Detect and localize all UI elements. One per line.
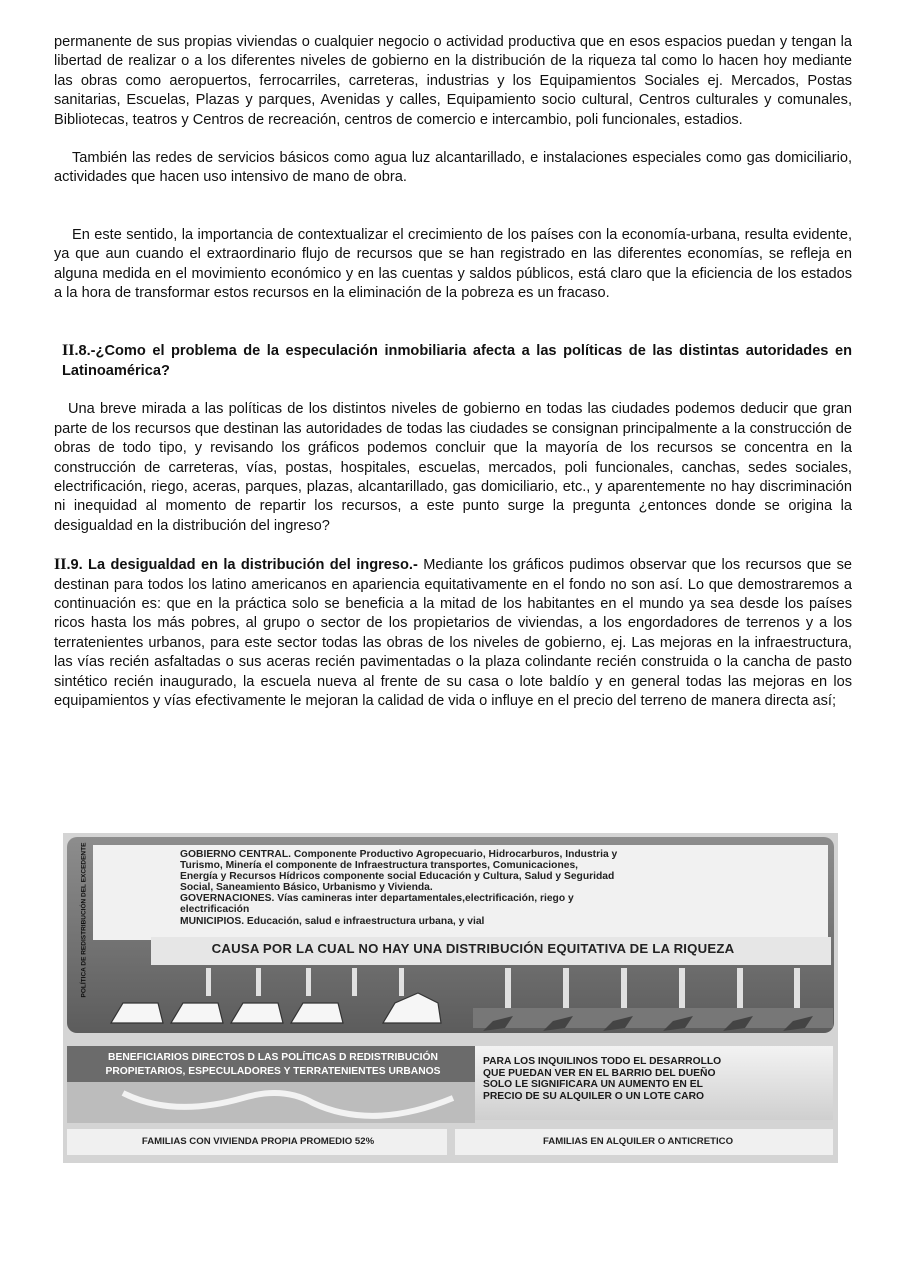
gov-line: Energía y Recursos Hídricos componente social Educación y Cultura, Salud y Seguridad <box>180 871 615 883</box>
gov-line: Turismo, Minería el componente de Infraestructura transportes, Comunicaciones, <box>180 860 579 872</box>
vertical-policy-text: POLÍTICA DE REDISTRIBUCIÓN DEL EXCEDENTE <box>80 842 88 998</box>
paragraph-4: Una breve mirada a las políticas de los distintos niveles de gobierno en todas las ciudades podemos deducir que gran parte de los recursos que destinan las autoridades de todas las ciudades se consignan principalmente a la construcción de obras de todo tipo, y revisando los gráficos podemos concluir que la mayoría de los recursos se concentra en la construcción de carreteras, vías, postas, hospitales, escuelas, mercados, poli funcionales, canchas, sedes sociales, electrificación, riego, aceras, parques, plazas, alcantarillado, gas domiciliario, etc., y aparentemente no hay discriminación ni inequidad al momento de repartir los recursos, a este punto surge la pregunta ¿entonces donde se origina la desigualdad en la distribución del ingreso? <box>54 401 852 534</box>
section-heading-2-8 <box>54 341 852 381</box>
gov-line: Social, Saneamiento Básico, Urbanismo y Vivienda. <box>180 882 433 894</box>
renters-line: QUE PUEDAN VER EN EL BARRIO DEL DUEÑO <box>483 1067 716 1079</box>
paragraph-5-text: Mediante los gráficos pudimos observar que los recursos que se destinan para todos los latino americanos en apariencia equitativamente en el fondo no son así. Lo que demostraremos a continuación es: que en la práctica solo se beneficia a la mitad de los habitantes en el mundo ya sea desde los países ricos hasta los más pobres, al grupo o sector de los propietarios de viviendas, a los engordadores de terrenos y a los terratenientes urbanos, para este sector todas las obras de los niveles de gobierno, ej. Las mejoras en la infraestructura, las vías recién asfaltadas o sus aceras recién pavimentadas o la plaza colindante recién construida o la cancha de pasto sintético recién inaugurado, la escuela nueva al frente de su casa o lote baldío y en general todas las mejoras en los equipamientos y vías efectivamente le mejoran la calidad de vida o influye en el precio del terreno de manera directa así; <box>54 557 852 709</box>
redistribution-diagram <box>63 833 838 1163</box>
vertical-policy-label <box>69 842 91 1003</box>
heading-text: .9. La desigualdad en la distribución del ingreso.- <box>66 557 418 574</box>
gov-line: MUNICIPIOS. Educación, salud e infraestructura urbana, y vial <box>180 915 485 927</box>
beneficiaries-line: BENEFICIARIOS DIRECTOS D LAS POLÍTICAS D REDISTRIBUCIÓN <box>108 1052 438 1063</box>
paragraph-3: En este sentido, la importancia de contextualizar el crecimiento de los países con la economía-urbana, resulta evidente, ya que aun cuando el extraordinario flujo de recursos que se han registrado en las diferentes economías, se refleja en alguna medida en el movimiento económico y en las cuentas y saldos públicos, está claro que la eficiencia de los estados a la hora de transformar estos recursos en la eliminación de la pobreza es un fracaso. <box>54 226 852 302</box>
cause-banner: CAUSA POR LA CUAL NO HAY UNA DISTRIBUCIÓN EQUITATIVA DE LA RIQUEZA <box>211 941 735 956</box>
renters-line: SOLO LE SIGNIFICARA UN AUMENTO EN EL <box>483 1079 703 1091</box>
document-body <box>54 33 852 711</box>
paragraph-2: También las redes de servicios básicos como agua luz alcantarillado, e instalaciones especiales como gas domiciliario, actividades que hacen uso intensivo de mano de obra. <box>54 150 852 186</box>
paragraph-5 <box>54 555 852 711</box>
heading-roman-numeral: II <box>62 342 75 360</box>
renters-line: PRECIO DE SU ALQUILER O UN LOTE CARO <box>483 1090 705 1102</box>
gov-line: GOVERNACIONES. Vías camineras inter departamentales,electrificación, riego y <box>180 893 574 905</box>
paragraph-1: permanente de sus propias viviendas o cualquier negocio o actividad productiva que en esos espacios puedan y tengan la libertad de realizar o a los diferentes niveles de gobierno en la distribución de la riqueza tal como lo hacen hoy mediante las obras como aeropuertos, ferrocarriles, carreteras, industrias y los Equipamientos Sociales ej. Mercados, Postas sanitarias, Escuelas, Plazas y parques, Avenidas y calles, Equipamiento socio cultural, Centros culturales y comunales, Bibliotecas, teatros y Centros de recreación, centros de comercio e intercambio, poli funcionales, estadios. <box>54 34 852 128</box>
renters-line: PARA LOS INQUILINOS TODO EL DESARROLLO <box>483 1056 722 1067</box>
government-components-box <box>180 849 820 927</box>
footer-owners: FAMILIAS CON VIVIENDA PROPIA PROMEDIO 52% <box>141 1136 375 1147</box>
beneficiaries-box <box>73 1051 473 1078</box>
gov-line: GOBIERNO CENTRAL. Componente Productivo Agropecuario, Hidrocarburos, Industria y <box>180 849 618 860</box>
heading-roman-numeral: II <box>54 556 67 574</box>
gov-line: electrificación <box>180 904 250 916</box>
heading-text: .8.-¿Como el problema de la especulación inmobiliaria afecta a las políticas de las distintas autoridades en Latinoamérica? <box>62 343 852 379</box>
section-heading-2-9 <box>54 557 418 573</box>
footer-renters: FAMILIAS EN ALQUILER O ANTICRETICO <box>542 1136 734 1147</box>
beneficiaries-line: PROPIETARIOS, ESPECULADORES Y TERRATENIENTES URBANOS <box>105 1065 441 1077</box>
renters-note <box>483 1056 823 1102</box>
